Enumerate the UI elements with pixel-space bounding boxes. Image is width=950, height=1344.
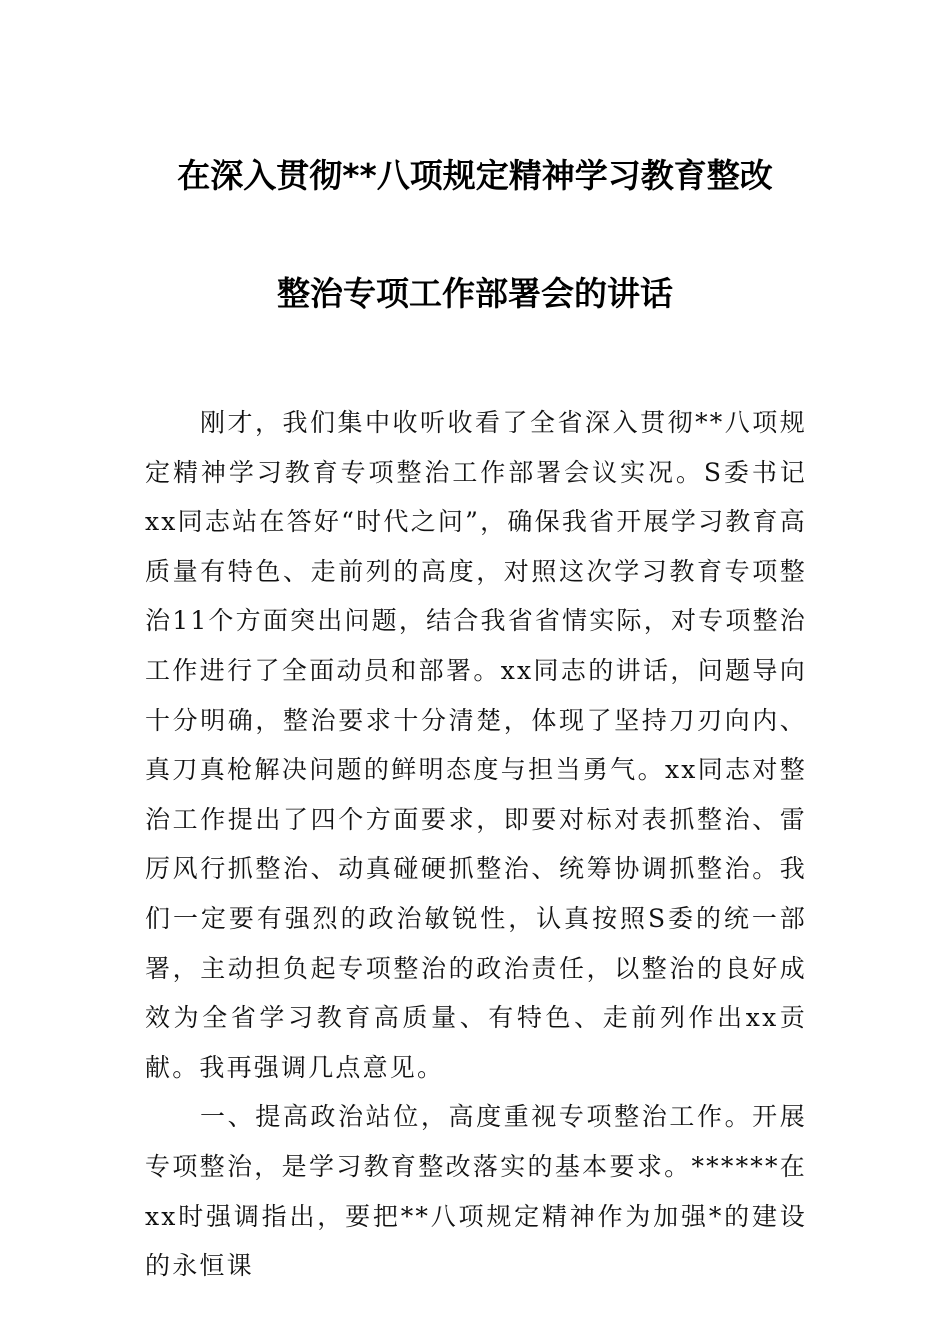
document-title-line-1: 在深入贯彻**八项规定精神学习教育整改 <box>177 156 773 195</box>
document-title-line-2: 整治专项工作部署会的讲话 <box>277 274 673 313</box>
paragraph-section-one: 一、提高政治站位，高度重视专项整治工作。开展专项整治，是学习教育整改落实的基本要求。******在xx时强调指出，要把**八项规定精神作为加强*的建设的永恒课 <box>145 1102 807 1281</box>
document-body <box>145 398 807 1291</box>
paragraph-opening: 刚才，我们集中收听收看了全省深入贯彻**八项规定精神学习教育专项整治工作部署会议实况。S委书记xx同志站在答好“时代之问”，确保我省开展学习教育高质量有特色、走前列的高度，对照这次学习教育专项整治11个方面突出问题，结合我省省情实际，对专项整治工作进行了全面动员和部署。xx同志的讲话，问题导向十分明确，整治要求十分清楚，体现了坚持刀刃向内、真刀真枪解决问题的鲜明态度与担当勇气。xx同志对整治工作提出了四个方面要求，即要对标对表抓整治、雷厉风行抓整治、动真碰硬抓整治、统筹协调抓整治。我们一定要有强烈的政治敏锐性，认真按照S委的统一部署，主动担负起专项整治的政治责任，以整治的良好成效为全省学习教育高质量、有特色、走前列作出xx贡献。我再强调几点意见。 <box>145 408 807 1082</box>
